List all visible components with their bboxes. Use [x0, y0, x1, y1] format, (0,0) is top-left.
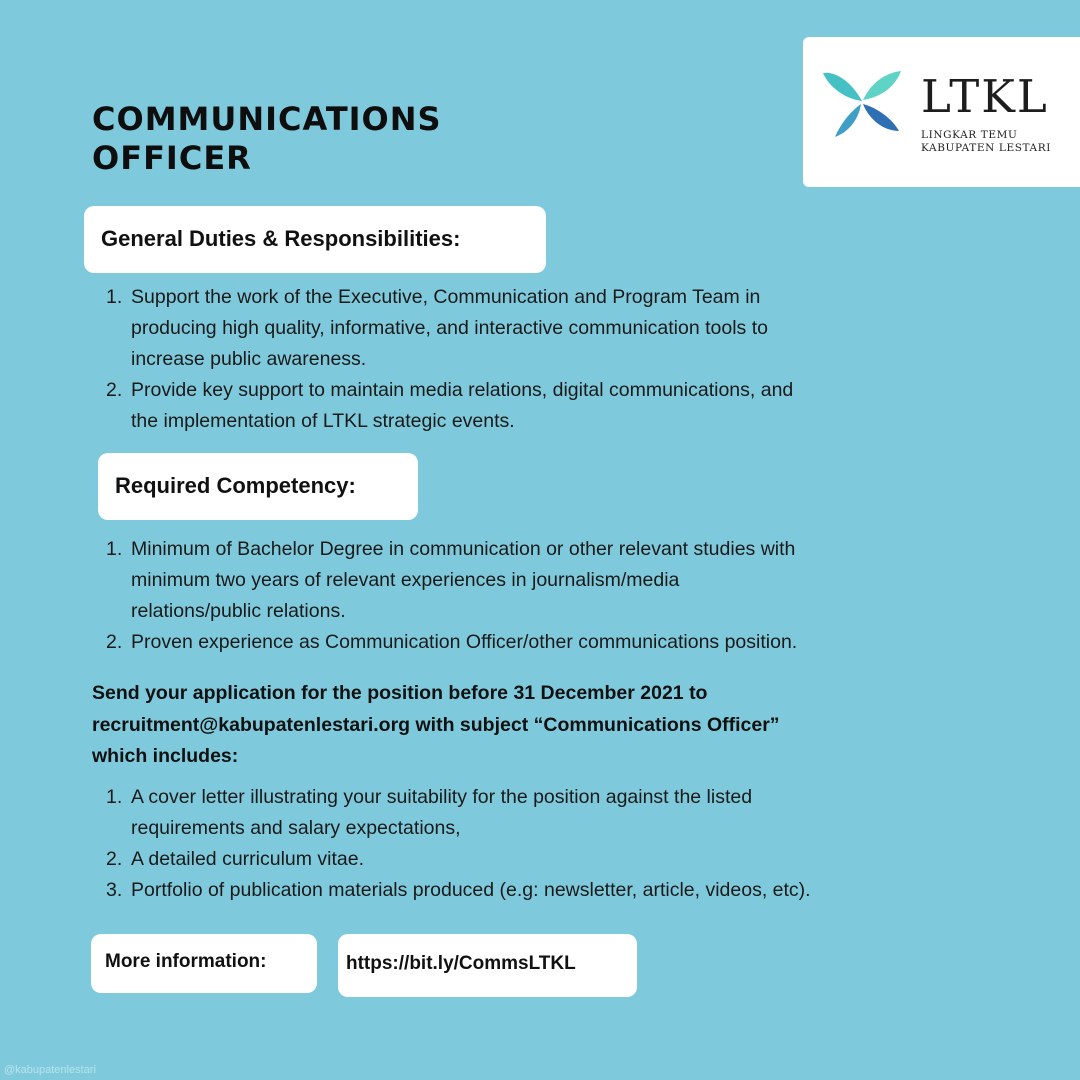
list-item — [106, 534, 797, 627]
list-item-number: 1. — [106, 538, 123, 560]
list-item-line: Support the work of the Executive, Communication and Program Team in — [131, 286, 761, 308]
list-item-line: relations/public relations. — [131, 600, 346, 622]
duties-list — [106, 282, 793, 437]
list-item-line: Minimum of Bachelor Degree in communication or other relevant studies with — [131, 538, 796, 560]
application-line-3: which includes: — [92, 745, 239, 767]
ltkl-logo — [803, 37, 1080, 187]
page-title — [92, 100, 442, 178]
list-item — [106, 627, 797, 658]
application-line-1: Send your application for the position before 31 December 2021 to — [92, 682, 708, 704]
list-item-number: 2. — [106, 848, 123, 870]
application-instructions — [92, 678, 992, 773]
list-item — [106, 782, 811, 844]
list-item-line: producing high quality, informative, and interactive communication tools to — [131, 317, 768, 339]
list-item — [106, 282, 793, 375]
more-info-label: More information: — [91, 934, 317, 993]
list-item-line: A detailed curriculum vitae. — [131, 848, 365, 870]
application-list — [106, 782, 811, 906]
list-item — [106, 375, 793, 437]
list-item-line: minimum two years of relevant experiences in journalism/media — [131, 569, 680, 591]
list-item-line: Portfolio of publication materials produced (e.g: newsletter, article, videos, etc). — [131, 879, 811, 901]
list-item-line: increase public awareness. — [131, 348, 367, 370]
watermark: @kabupatenlestari — [4, 1064, 96, 1076]
list-item-line: requirements and salary expectations, — [131, 817, 461, 839]
competency-list — [106, 534, 797, 658]
list-item-line: A cover letter illustrating your suitability for the position against the listed — [131, 786, 753, 808]
list-item-line: Proven experience as Communication Officer/other communications position. — [131, 631, 798, 653]
more-info-link[interactable]: https://bit.ly/CommsLTKL — [338, 934, 637, 997]
title-line-1: COMMUNICATIONS — [92, 100, 442, 138]
list-item-number: 3. — [106, 879, 123, 901]
leaf-flower-icon — [821, 67, 903, 139]
list-item-number: 2. — [106, 379, 123, 401]
list-item — [106, 844, 811, 875]
title-line-2: OFFICER — [92, 139, 252, 177]
list-item-number: 1. — [106, 786, 123, 808]
competency-heading: Required Competency: — [98, 453, 418, 520]
duties-heading: General Duties & Responsibilities: — [84, 206, 546, 273]
list-item-line: Provide key support to maintain media relations, digital communications, and — [131, 379, 794, 401]
logo-subtitle-line-2: KABUPATEN LESTARI — [921, 142, 1051, 154]
list-item — [106, 875, 811, 906]
logo-wordmark: LTKL — [921, 70, 1049, 123]
logo-subtitle — [921, 129, 1051, 155]
list-item-number: 2. — [106, 631, 123, 653]
application-line-2: recruitment@kabupatenlestari.org with subject “Communications Officer” — [92, 713, 780, 736]
logo-subtitle-line-1: LINGKAR TEMU — [921, 129, 1018, 141]
list-item-number: 1. — [106, 286, 123, 308]
list-item-line: the implementation of LTKL strategic events. — [131, 410, 515, 432]
